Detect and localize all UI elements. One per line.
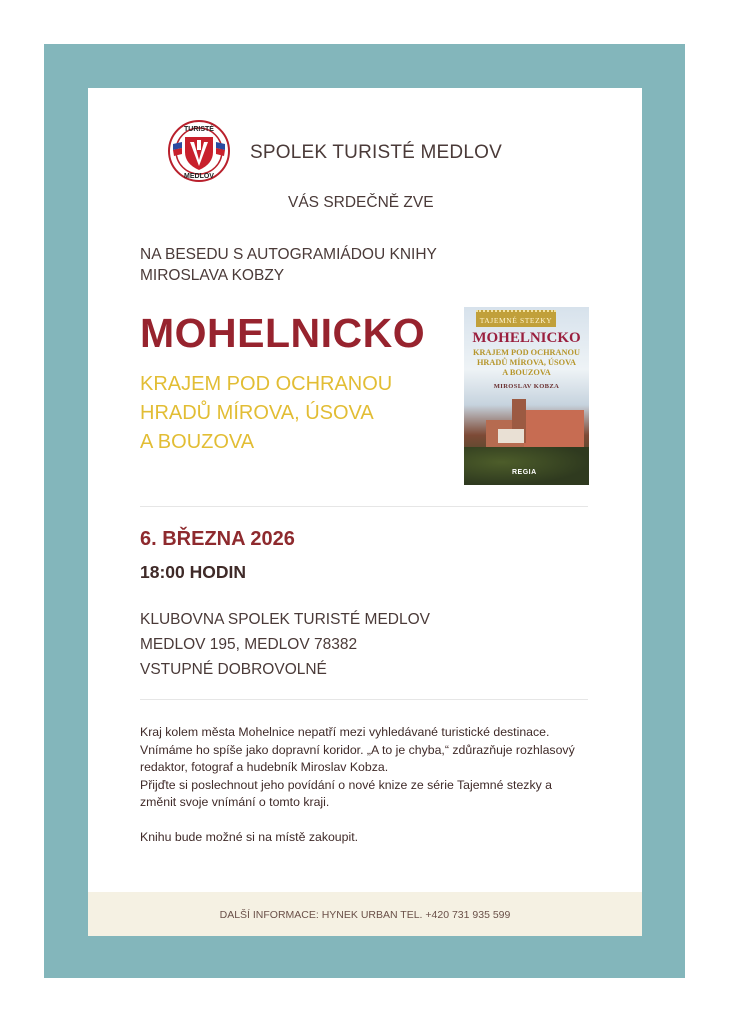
subtitle-line: KRAJEM POD OCHRANOU — [140, 373, 393, 395]
turiste-medlov-logo-icon — [168, 120, 230, 182]
divider — [140, 699, 588, 700]
cover-series-label: TAJEMNÉ STEZKY — [476, 310, 556, 327]
occasion-text — [140, 244, 437, 286]
svg-text:MEDLOV: MEDLOV — [184, 173, 214, 180]
cover-subtitle-line: A BOUZOVA — [502, 368, 551, 377]
description-paragraph: Kraj kolem města Mohelnice nepatří mezi vyhledávané turistické destinace. Vnímáme ho spíše jako dopravní koridor. „A to je chyba,“ zdůrazňuje rozhlasový redaktor, fotograf a hudebník Miroslav Kobza. — [140, 725, 575, 774]
event-description — [140, 724, 590, 847]
cover-publisher: REGIA — [512, 469, 537, 476]
description-paragraph: Přijďte si poslechnout jeho povídání o nové knize ze série Tajemné stezky a změnit svoje vnímání o tomto kraji. — [140, 777, 552, 809]
event-time: 18:00 HODIN — [140, 562, 247, 582]
cover-author: MIROSLAV KOBZA — [493, 383, 560, 390]
venue-line: MEDLOV 195, MEDLOV 78382 — [140, 636, 358, 653]
divider — [140, 506, 588, 507]
cover-title: MOHELNICKO — [472, 330, 581, 346]
cover-subtitle-line: HRADŮ MÍROVA, ÚSOVA — [476, 358, 577, 367]
organization-name: SPOLEK TURISTÉ MEDLOV — [250, 142, 502, 163]
event-venue — [140, 607, 430, 682]
poster-sheet — [88, 88, 642, 936]
occasion-line-1: NA BESEDU S AUTOGRAMIÁDOU KNIHY — [140, 246, 437, 263]
venue-line: KLUBOVNA SPOLEK TURISTÉ MEDLOV — [140, 611, 430, 628]
contact-footer — [88, 892, 642, 936]
invitation-line: VÁS SRDEČNĚ ZVE — [288, 194, 434, 211]
description-paragraph: Knihu bude možné si na místě zakoupit. — [140, 830, 359, 844]
book-title: MOHELNICKO — [140, 310, 426, 356]
venue-line: VSTUPNÉ DOBROVOLNÉ — [140, 661, 327, 678]
cover-subtitle — [464, 348, 589, 378]
contact-info: DALŠÍ INFORMACE: HYNEK URBAN TEL. +420 731 935 599 — [219, 909, 511, 921]
subtitle-line: A BOUZOVA — [140, 431, 255, 453]
event-date: 6. BŘEZNA 2026 — [140, 528, 295, 550]
book-cover-image — [464, 307, 589, 485]
subtitle-line: HRADŮ MÍROVA, ÚSOVA — [140, 402, 374, 424]
svg-text:TURISTÉ: TURISTÉ — [184, 126, 214, 133]
occasion-line-2: MIROSLAVA KOBZY — [140, 267, 285, 284]
trees-shape — [464, 447, 589, 485]
cover-subtitle-line: KRAJEM POD OCHRANOU — [473, 348, 580, 357]
castle-front-shape — [498, 429, 524, 443]
book-subtitle — [140, 370, 392, 457]
